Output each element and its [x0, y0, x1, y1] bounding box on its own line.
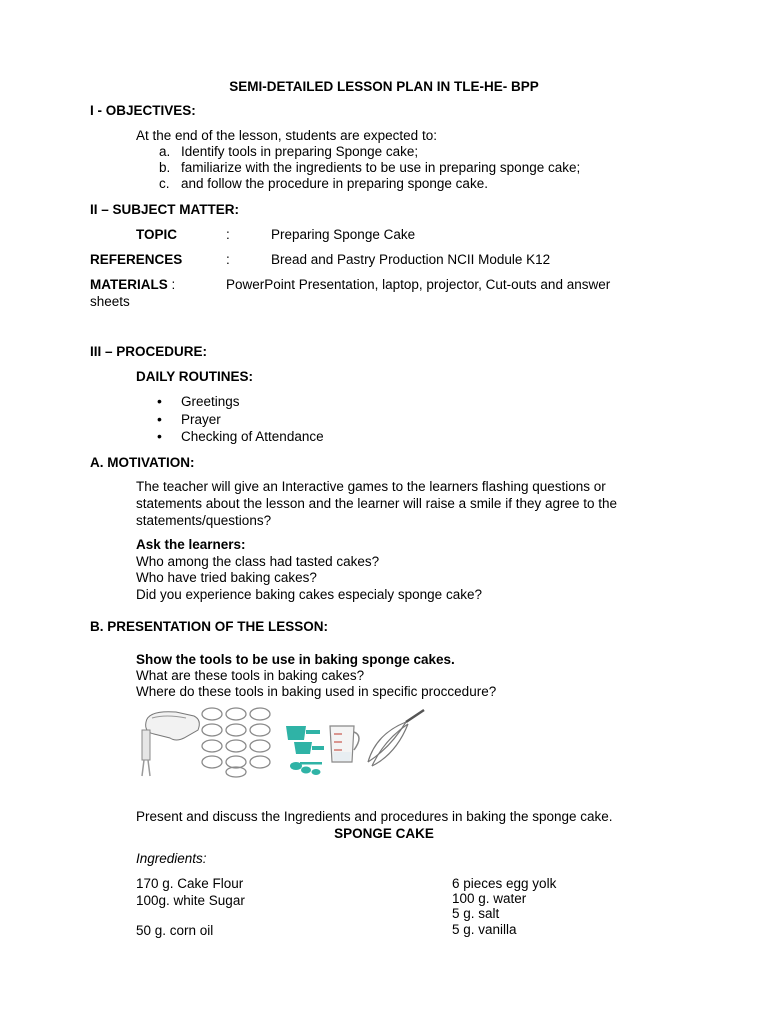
objective-item: a. Identify tools in preparing Sponge cake;	[159, 144, 419, 159]
materials-separator: :	[171, 277, 176, 292]
hand-mixer-icon	[142, 712, 199, 776]
procedure-heading: III – PROCEDURE:	[90, 344, 208, 359]
motivation-question: Did you experience baking cakes especialy sponge cake?	[136, 587, 482, 602]
ingredient-item: 5 g. salt	[452, 906, 500, 921]
motivation-question: Who among the class had tasted cakes?	[136, 554, 380, 569]
measuring-jug-icon	[330, 726, 359, 762]
topic-label: TOPIC	[136, 227, 178, 242]
measuring-cups-icon	[286, 726, 324, 754]
topic-value: Preparing Sponge Cake	[271, 227, 416, 242]
motivation-question: Who have tried baking cakes?	[136, 570, 317, 585]
topic-separator: :	[226, 227, 230, 242]
motivation-heading: A. MOTIVATION:	[90, 455, 195, 470]
whisk-icon	[368, 710, 424, 766]
document-title: SEMI-DETAILED LESSON PLAN IN TLE-HE- BPP	[229, 79, 539, 94]
daily-routines-heading: DAILY ROUTINES:	[136, 369, 254, 384]
objectives-list	[136, 144, 580, 192]
measuring-spoons-icon	[290, 762, 322, 775]
materials-row	[90, 277, 175, 293]
ingredient-item: 50 g. corn oil	[136, 923, 214, 938]
objectives-heading: I - OBJECTIVES:	[90, 103, 196, 118]
recipe-title: SPONGE CAKE	[334, 826, 434, 841]
materials-value-continued: sheets	[90, 294, 130, 309]
motivation-line: statements/questions?	[136, 513, 272, 528]
motivation-line: statements about the lesson and the learner will raise a smile if they agree to the	[136, 496, 618, 511]
references-label: REFERENCES	[90, 252, 183, 267]
routine-item: • Checking of Attendance	[181, 428, 324, 446]
ingredient-item: 6 pieces egg yolk	[452, 876, 557, 891]
routine-item: • Prayer	[181, 411, 324, 429]
ask-learners-heading: Ask the learners:	[136, 537, 246, 552]
references-value: Bread and Pastry Production NCII Module K12	[271, 252, 551, 267]
routine-item: • Greetings	[181, 393, 324, 411]
cake-pans-icon	[202, 708, 270, 777]
materials-label: MATERIALS	[90, 277, 168, 292]
objective-item: c. and follow the procedure in preparing sponge cake.	[159, 176, 488, 191]
routines-list	[136, 393, 324, 446]
objective-item: b. familiarize with the ingredients to be use in preparing sponge cake;	[159, 160, 581, 175]
show-tools-text: Show the tools to be use in baking sponge cakes.	[136, 652, 455, 667]
baking-tools-image	[136, 704, 426, 778]
materials-value: PowerPoint Presentation, laptop, projector, Cut-outs and answer	[226, 277, 611, 292]
ingredient-item: 100 g. water	[452, 891, 527, 906]
subject-matter-heading: II – SUBJECT MATTER:	[90, 202, 240, 217]
present-discuss-text: Present and discuss the Ingredients and procedures in baking the sponge cake.	[136, 809, 613, 824]
references-separator: :	[226, 252, 230, 267]
motivation-line: The teacher will give an Interactive games to the learners flashing questions or	[136, 479, 606, 494]
ingredient-item: 170 g. Cake Flour	[136, 876, 244, 891]
ingredient-item: 5 g. vanilla	[452, 922, 517, 937]
presentation-question: Where do these tools in baking used in specific proccedure?	[136, 684, 497, 699]
presentation-heading: B. PRESENTATION OF THE LESSON:	[90, 619, 329, 634]
ingredients-label: Ingredients:	[136, 851, 207, 866]
presentation-question: What are these tools in baking cakes?	[136, 668, 365, 683]
objectives-intro: At the end of the lesson, students are expected to:	[136, 128, 437, 143]
ingredient-item: 100g. white Sugar	[136, 893, 245, 908]
